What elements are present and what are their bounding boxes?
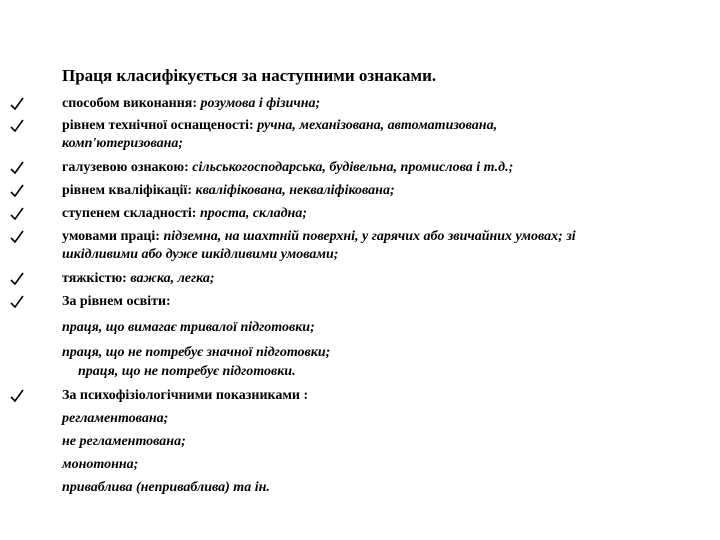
- page-title: Праця класифікується за наступними ознаками.: [62, 66, 437, 85]
- checkmark-icon: [10, 96, 24, 112]
- checkmark-icon: [10, 388, 24, 404]
- education-subitem: праця, що не потребує підготовки.: [78, 364, 296, 379]
- item-label: тяжкістю:: [62, 271, 131, 286]
- item-value: важка, легка;: [130, 271, 215, 286]
- education-subitem: праця, що вимагає тривалої підготовки;: [62, 320, 315, 335]
- item-label: способом виконання:: [62, 96, 201, 111]
- item-label: умовами праці:: [62, 229, 164, 244]
- item-value-continued: шкідливими або дуже шкідливими умовами;: [62, 247, 339, 262]
- list-item: [62, 229, 576, 245]
- checkmark-icon: [10, 206, 24, 222]
- item-label: рівнем кваліфікації:: [62, 183, 196, 198]
- psycho-subitem: монотонна;: [62, 457, 139, 472]
- item-value: підземна, на шахтній поверхні, у гарячих або звичайних умовах; зі: [163, 229, 576, 244]
- item-label: рівнем технічної оснащеності:: [62, 118, 258, 133]
- list-item: [62, 388, 308, 404]
- psycho-subitem: не регламентована;: [62, 434, 186, 449]
- item-label: За психофізіологічними показниками :: [62, 388, 309, 403]
- item-value: кваліфікована, некваліфікована;: [195, 183, 395, 198]
- list-item: [62, 271, 215, 287]
- checkmark-icon: [10, 183, 24, 199]
- psycho-subitem: приваблива (неприваблива) та ін.: [62, 480, 270, 495]
- checkmark-icon: [10, 160, 24, 176]
- checkmark-icon: [10, 294, 24, 310]
- psycho-subitem: регламентована;: [62, 411, 169, 426]
- item-value-continued: комп'ютеризована;: [62, 136, 184, 151]
- checkmark-icon: [10, 118, 24, 134]
- item-value: ручна, механізована, автоматизована,: [257, 118, 498, 133]
- list-item: [62, 96, 320, 112]
- item-label: галузевою ознакою:: [62, 160, 193, 175]
- item-label: ступенем складності:: [62, 206, 200, 221]
- list-item: [62, 160, 513, 176]
- list-item-continuation: [62, 136, 183, 152]
- list-item: [62, 183, 395, 199]
- list-item: [62, 118, 497, 134]
- item-label: За рівнем освіти:: [62, 294, 171, 309]
- item-value: проста, складна;: [199, 206, 307, 221]
- checkmark-icon: [10, 271, 24, 287]
- list-item-continuation: [62, 247, 338, 263]
- list-item: [62, 294, 171, 310]
- education-subitem: праця, що не потребує значної підготовки;: [62, 345, 331, 360]
- item-value: сільськогосподарська, будівельна, промислова і т.д.;: [192, 160, 514, 175]
- list-item: [62, 206, 307, 222]
- item-value: розумова і фізична;: [200, 96, 321, 111]
- checkmark-icon: [10, 229, 24, 245]
